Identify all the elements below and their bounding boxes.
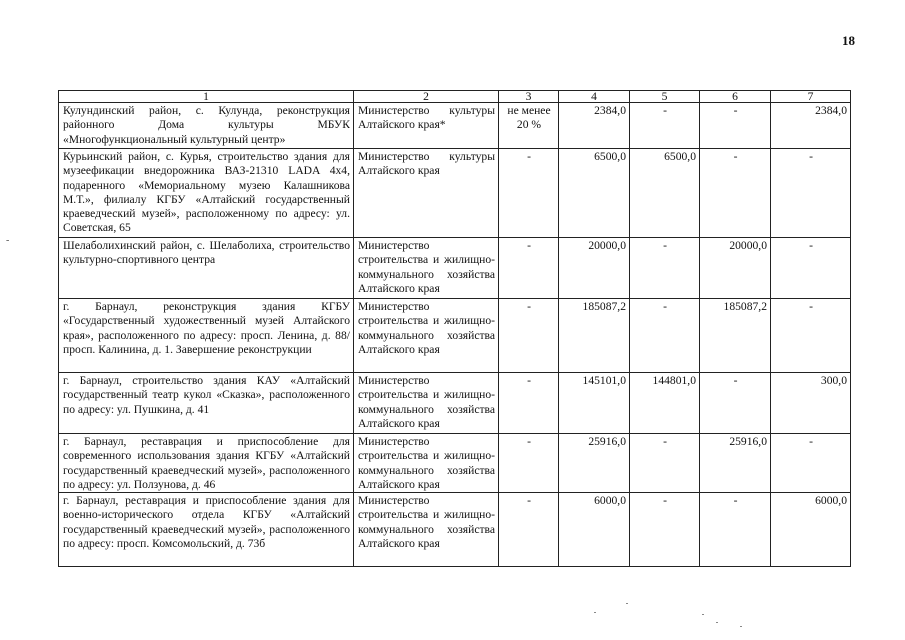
share-cell: - [499, 149, 559, 238]
share-cell: - [499, 434, 559, 493]
share-cell: - [499, 373, 559, 434]
table-row [59, 373, 851, 434]
ministry-cell: Министерство строительства и жилищно-коммунального хозяйства Алтайского края [354, 238, 499, 299]
column-number-row [59, 91, 851, 103]
object-cell: г. Барнаул, реставрация и приспособление здания для военно-исторического отдела КГБУ «Алтайский государственный краеведческий музей», расположенного по адресу: просп. Комсомольский, д. 73б [59, 493, 354, 567]
value-cell: - [700, 493, 771, 567]
investment-objects-table [58, 90, 851, 567]
ministry-cell: Министерство строительства и жилищно-коммунального хозяйства Алтайского края [354, 434, 499, 493]
value-cell: - [630, 299, 700, 373]
ministry-cell: Министерство культуры Алтайского края [354, 149, 499, 238]
total-cell: 6000,0 [559, 493, 630, 567]
total-cell: 20000,0 [559, 238, 630, 299]
table-row [59, 493, 851, 567]
object-cell: Шелаболихинский район, с. Шелаболиха, строительство культурно-спортивного центра [59, 238, 354, 299]
page-number: 18 [842, 33, 855, 48]
margin-mark: - [6, 235, 10, 246]
object-cell: г. Барнаул, строительство здания КАУ «Алтайский государственный театр кукол «Сказка», расположенного по адресу: ул. Пушкина, д. 41 [59, 373, 354, 434]
share-cell: - [499, 493, 559, 567]
share-cell: - [499, 299, 559, 373]
value-cell: - [630, 493, 700, 567]
column-number: 3 [499, 91, 559, 103]
ministry-cell: Министерство строительства и жилищно-коммунального хозяйства Алтайского края [354, 373, 499, 434]
object-cell: Кулундинский район, с. Кулунда, реконструкция районного Дома культуры МБУК «Многофункциональный культурный центр» [59, 103, 354, 149]
table-row [59, 149, 851, 238]
value-cell: - [771, 149, 851, 238]
scan-specks [590, 600, 750, 630]
share-cell: не менее 20 % [499, 103, 559, 149]
value-cell: - [630, 238, 700, 299]
total-cell: 6500,0 [559, 149, 630, 238]
total-cell: 25916,0 [559, 434, 630, 493]
value-cell: 6000,0 [771, 493, 851, 567]
column-number: 2 [354, 91, 499, 103]
value-cell: - [700, 149, 771, 238]
value-cell: - [771, 299, 851, 373]
share-cell: - [499, 238, 559, 299]
value-cell: 300,0 [771, 373, 851, 434]
object-cell: г. Барнаул, реконструкция здания КГБУ «Государственный художественный музей Алтайского края», расположенного по адресу: просп. Ленина, д. 88/ просп. Калинина, д. 1. Завершение реконструкции [59, 299, 354, 373]
value-cell: 185087,2 [700, 299, 771, 373]
value-cell: 6500,0 [630, 149, 700, 238]
value-cell: - [630, 103, 700, 149]
value-cell: - [771, 238, 851, 299]
ministry-cell: Министерство строительства и жилищно-коммунального хозяйства Алтайского края [354, 493, 499, 567]
total-cell: 185087,2 [559, 299, 630, 373]
value-cell: 2384,0 [771, 103, 851, 149]
ministry-cell: Министерство строительства и жилищно-коммунального хозяйства Алтайского края [354, 299, 499, 373]
column-number: 6 [700, 91, 771, 103]
column-number: 4 [559, 91, 630, 103]
object-cell: г. Барнаул, реставрация и приспособление для современного использования здания КГБУ «Алтайский государственный краеведческий музей», расположенного по адресу: ул. Ползунова, д. 46 [59, 434, 354, 493]
value-cell: - [630, 434, 700, 493]
table-row [59, 103, 851, 149]
value-cell: 20000,0 [700, 238, 771, 299]
value-cell: - [771, 434, 851, 493]
table-row [59, 434, 851, 493]
total-cell: 145101,0 [559, 373, 630, 434]
value-cell: 144801,0 [630, 373, 700, 434]
object-cell: Курьинский район, с. Курья, строительство здания для музеефикации внедорожника ВАЗ-21310 LADA 4x4, подаренного «Мемориальному музею Калашникова М.Т.», филиалу КГБУ «Алтайский государственный краеведческий музей», расположенному по адресу: ул. Советская, 65 [59, 149, 354, 238]
column-number: 7 [771, 91, 851, 103]
value-cell: - [700, 373, 771, 434]
value-cell: 25916,0 [700, 434, 771, 493]
table-row [59, 299, 851, 373]
column-number: 1 [59, 91, 354, 103]
value-cell: - [700, 103, 771, 149]
table-row [59, 238, 851, 299]
column-number: 5 [630, 91, 700, 103]
total-cell: 2384,0 [559, 103, 630, 149]
ministry-cell: Министерство культуры Алтайского края* [354, 103, 499, 149]
